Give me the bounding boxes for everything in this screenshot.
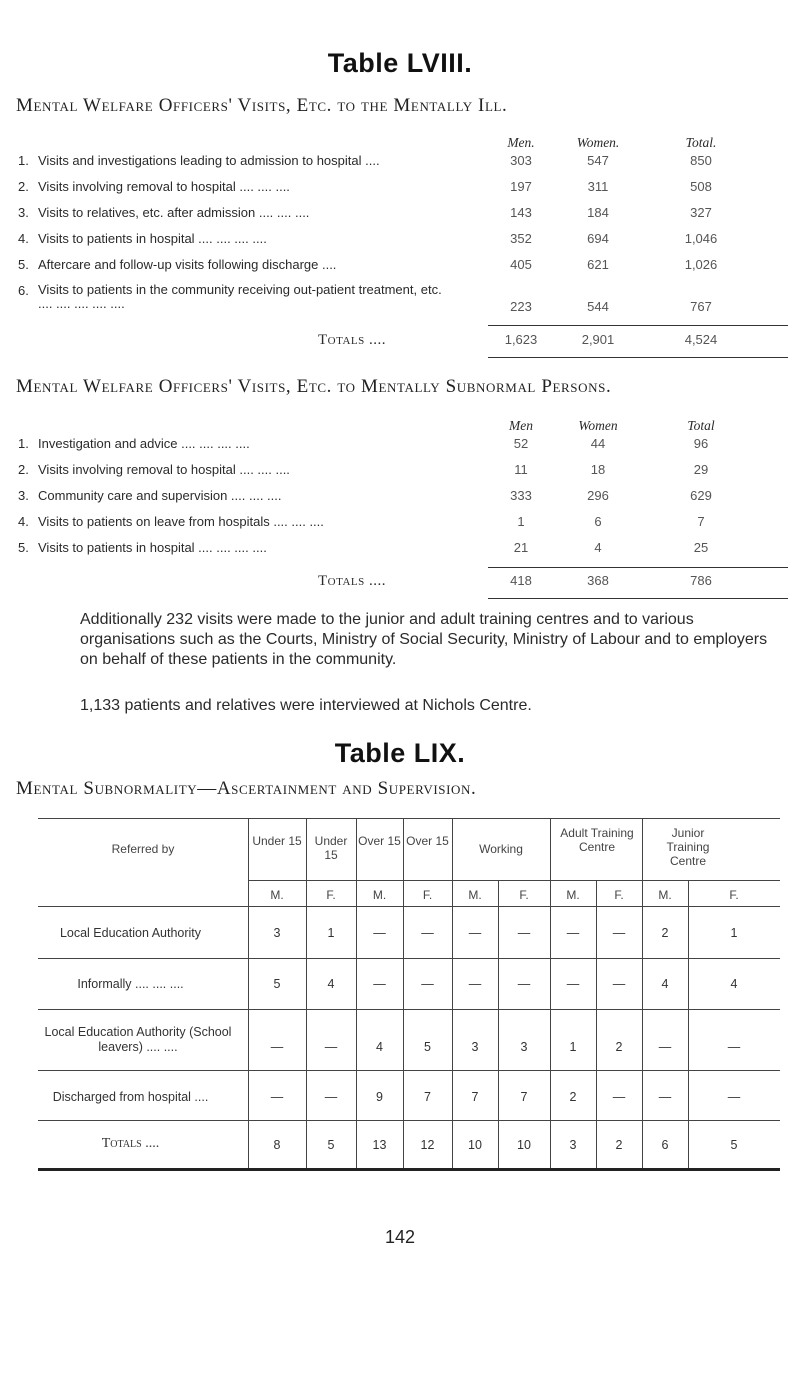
subcol-header: M.: [566, 888, 580, 902]
subcol-header: F.: [422, 888, 433, 902]
data-cell: —: [727, 1090, 741, 1104]
total-value: 850: [690, 153, 712, 168]
row-number: 1.: [18, 153, 29, 168]
row-number: 2.: [18, 462, 29, 477]
col-women-header: Women.: [576, 135, 620, 150]
subnormal-heading: Mental Welfare Officers' Visits, Etc. to Mentally Subnormal Persons.: [16, 376, 612, 397]
table-row: [18, 257, 718, 277]
men-value: 405: [510, 257, 532, 272]
row-label: Visits to patients in hospital .... .... .... ....: [38, 540, 267, 555]
men-value: 11: [514, 462, 528, 477]
data-cell: 3: [471, 1040, 479, 1054]
men-value: 223: [510, 299, 532, 314]
total-value: 767: [690, 299, 712, 314]
row-label: Visits involving removal to hospital .... .... ....: [38, 462, 290, 477]
men-value: 143: [510, 205, 532, 220]
row-label: Visits and investigations leading to admission to hospital ....: [38, 153, 380, 168]
totals-row: [18, 332, 718, 352]
totals-label: Totals ....: [101, 1136, 160, 1151]
data-cell: 1: [327, 926, 335, 940]
group-header: Adult Training Centre: [560, 826, 634, 854]
page-number: 142: [384, 1227, 416, 1247]
total-cell: 5: [730, 1138, 738, 1152]
data-cell: 3: [273, 926, 281, 940]
row-number: 4.: [18, 514, 29, 529]
table-row: [18, 462, 718, 482]
row-label: Discharged from hospital ....: [52, 1090, 209, 1104]
total-cell: 2: [615, 1138, 623, 1152]
women-value: 544: [587, 299, 609, 314]
col-total-header: Total.: [685, 135, 717, 150]
women-value: 547: [587, 153, 609, 168]
total-cell: 13: [372, 1138, 387, 1152]
women-value: 296: [587, 488, 609, 503]
row-label: Visits to patients in the community receiving out-patient treatment, etc. .... .... .... .... ....: [38, 282, 442, 311]
data-cell: —: [658, 1040, 672, 1054]
data-cell: 7: [424, 1090, 431, 1104]
subcol-header: M.: [372, 888, 387, 902]
row-number: 3.: [18, 488, 29, 503]
total-value: 508: [690, 179, 712, 194]
data-cell: 1: [730, 926, 738, 940]
row-number: 5.: [18, 257, 29, 272]
subcol-header: F.: [519, 888, 529, 902]
totals-rule-top: [488, 567, 788, 568]
col-women-header: Women: [578, 418, 618, 433]
row-label: Local Education Authority: [59, 926, 202, 940]
data-cell: 7: [471, 1090, 479, 1104]
grid-line: [498, 880, 499, 1168]
row-number: 2.: [18, 179, 29, 194]
total-cell: 10: [468, 1138, 482, 1152]
data-cell: —: [270, 1090, 284, 1104]
women-value: 6: [594, 514, 602, 529]
paragraph-additional-visits: Additionally 232 visits were made to the junior and adult training centres and to various organisations such as the Courts, Ministry of Social Security, Ministry of Labour and to employers on behalf of these patients in the community.: [80, 611, 768, 668]
data-cell: —: [421, 977, 434, 991]
group-header: Over 15: [406, 834, 449, 848]
grid-line: [248, 880, 780, 881]
subcol-header: F.: [729, 888, 739, 902]
col-men-header: Men: [509, 418, 533, 433]
data-cell: 5: [273, 977, 281, 991]
row-label: Visits to patients in hospital .... .... .... ....: [38, 231, 267, 246]
row-number: 4.: [18, 231, 29, 246]
total-cell: 3: [569, 1138, 577, 1152]
row-label: Visits involving removal to hospital .... .... ....: [38, 179, 290, 194]
table-row: [18, 540, 718, 560]
total-cell: 8: [273, 1138, 281, 1152]
grid-line: [306, 818, 307, 1168]
group-header: Junior Training Centre: [666, 826, 710, 868]
row-label: Community care and supervision .... .... ....: [38, 488, 282, 503]
total-value: 1,026: [684, 257, 718, 272]
row-label: Local Education Authority (School leavers) .... ....: [44, 1025, 232, 1054]
data-cell: —: [566, 926, 580, 940]
women-value: 184: [587, 205, 609, 220]
data-cell: 4: [661, 977, 669, 991]
men-value: 352: [510, 231, 532, 246]
women-value: 694: [587, 231, 609, 246]
grid-line: [38, 958, 780, 959]
table-row: [18, 488, 718, 508]
grid-line: [356, 818, 357, 1168]
men-total: 418: [510, 573, 532, 588]
table-58-title: Table LVIII.: [327, 48, 473, 78]
women-value: 311: [587, 179, 609, 194]
data-cell: —: [270, 1040, 284, 1054]
row-label: Investigation and advice .... .... .... ....: [38, 436, 250, 451]
data-cell: 7: [520, 1090, 528, 1104]
table-59: [38, 818, 780, 1230]
grid-line: [38, 1168, 780, 1171]
grid-line: [38, 906, 780, 907]
subcol-header: M.: [468, 888, 482, 902]
men-total: 1,623: [504, 332, 538, 347]
subcol-header: M.: [270, 888, 284, 902]
men-value: 333: [510, 488, 532, 503]
total-cell: 6: [661, 1138, 669, 1152]
grid-line: [248, 818, 249, 1168]
men-value: 1: [517, 514, 525, 529]
referred-by-header: Referred by: [111, 842, 175, 856]
row-number: 5.: [18, 540, 29, 555]
women-total: 2,901: [581, 332, 615, 347]
table-row: [18, 436, 718, 456]
grand-total: 786: [690, 573, 712, 588]
subcol-header: F.: [326, 888, 336, 902]
data-cell: 4: [327, 977, 335, 991]
data-cell: —: [517, 926, 531, 940]
data-cell: —: [468, 926, 482, 940]
total-value: 29: [693, 462, 709, 477]
group-header: Under 15: [252, 834, 302, 848]
women-total: 368: [587, 573, 609, 588]
total-value: 7: [697, 514, 705, 529]
data-cell: —: [517, 977, 531, 991]
table-row: [18, 153, 718, 173]
data-cell: 4: [376, 1040, 383, 1054]
total-cell: 5: [327, 1138, 335, 1152]
data-cell: 2: [569, 1090, 577, 1104]
table-row: [18, 514, 718, 534]
total-value: 1,046: [684, 231, 718, 246]
data-cell: —: [727, 1040, 741, 1054]
table-59-title: Table LIX.: [334, 738, 466, 768]
data-cell: 2: [615, 1040, 623, 1054]
women-value: 4: [594, 540, 602, 555]
data-cell: 2: [661, 926, 669, 940]
data-cell: —: [373, 926, 386, 940]
row-label: Visits to patients on leave from hospitals .... .... ....: [38, 514, 324, 529]
subcol-header: F.: [614, 888, 624, 902]
table-row: [18, 179, 718, 199]
data-cell: —: [468, 977, 482, 991]
women-value: 18: [590, 462, 606, 477]
table-row: [18, 231, 718, 251]
data-cell: 1: [569, 1040, 577, 1054]
men-value: 197: [510, 179, 532, 194]
grid-line: [452, 818, 453, 1168]
men-value: 52: [513, 436, 529, 451]
grid-line: [688, 880, 689, 1168]
data-cell: 9: [376, 1090, 383, 1104]
grid-line: [642, 818, 643, 1168]
grid-line: [38, 1070, 780, 1071]
total-cell: 10: [517, 1138, 531, 1152]
table-59-heading: Mental Subnormality—Ascertainment and Supervision.: [16, 778, 477, 799]
totals-label: Totals ....: [318, 332, 386, 348]
data-cell: —: [324, 1090, 338, 1104]
data-cell: —: [612, 1090, 626, 1104]
totals-rule-top: [488, 325, 788, 326]
row-number: 3.: [18, 205, 29, 220]
grid-line: [38, 1120, 780, 1121]
total-value: 327: [690, 205, 712, 220]
women-value: 621: [587, 257, 609, 272]
total-value: 25: [693, 540, 709, 555]
group-header: Working: [479, 842, 523, 856]
data-cell: —: [612, 926, 626, 940]
data-cell: —: [324, 1040, 338, 1054]
grid-line: [550, 818, 551, 1168]
totals-rule-bottom: [488, 357, 788, 358]
table-58-heading: Mental Welfare Officers' Visits, Etc. to the Mentally Ill.: [16, 95, 508, 116]
row-label: Informally .... .... ....: [77, 977, 184, 991]
group-header: Under 15: [314, 834, 348, 862]
data-cell: —: [421, 926, 434, 940]
data-cell: —: [566, 977, 580, 991]
row-number: 6.: [18, 283, 29, 298]
col-total-header: Total: [687, 418, 715, 433]
total-cell: 12: [420, 1138, 435, 1152]
data-cell: —: [612, 977, 626, 991]
row-label: Visits to relatives, etc. after admission .... .... ....: [38, 205, 310, 220]
total-value: 96: [693, 436, 709, 451]
data-cell: —: [658, 1090, 672, 1104]
grid-line: [38, 1009, 780, 1010]
grid-line: [403, 818, 404, 1168]
men-value: 303: [510, 153, 532, 168]
grid-line: [596, 880, 597, 1168]
data-cell: 4: [730, 977, 738, 991]
subcol-header: M.: [658, 888, 672, 902]
data-cell: 3: [520, 1040, 528, 1054]
paragraph-interviews: 1,133 patients and relatives were interviewed at Nichols Centre.: [80, 697, 532, 714]
totals-label: Totals ....: [318, 573, 386, 589]
grand-total: 4,524: [684, 332, 718, 347]
totals-rule-bottom: [488, 598, 788, 599]
grid-line: [38, 818, 780, 819]
group-header: Over 15: [358, 834, 401, 848]
row-number: 1.: [18, 436, 29, 451]
data-cell: —: [373, 977, 386, 991]
women-value: 44: [590, 436, 606, 451]
table-row: [18, 205, 718, 225]
table-row: [18, 283, 718, 317]
data-cell: 5: [424, 1040, 431, 1054]
totals-row: [18, 573, 718, 593]
row-label: Aftercare and follow-up visits following discharge ....: [38, 257, 337, 272]
col-men-header: Men.: [507, 135, 535, 150]
total-value: 629: [690, 488, 712, 503]
men-value: 21: [513, 540, 529, 555]
